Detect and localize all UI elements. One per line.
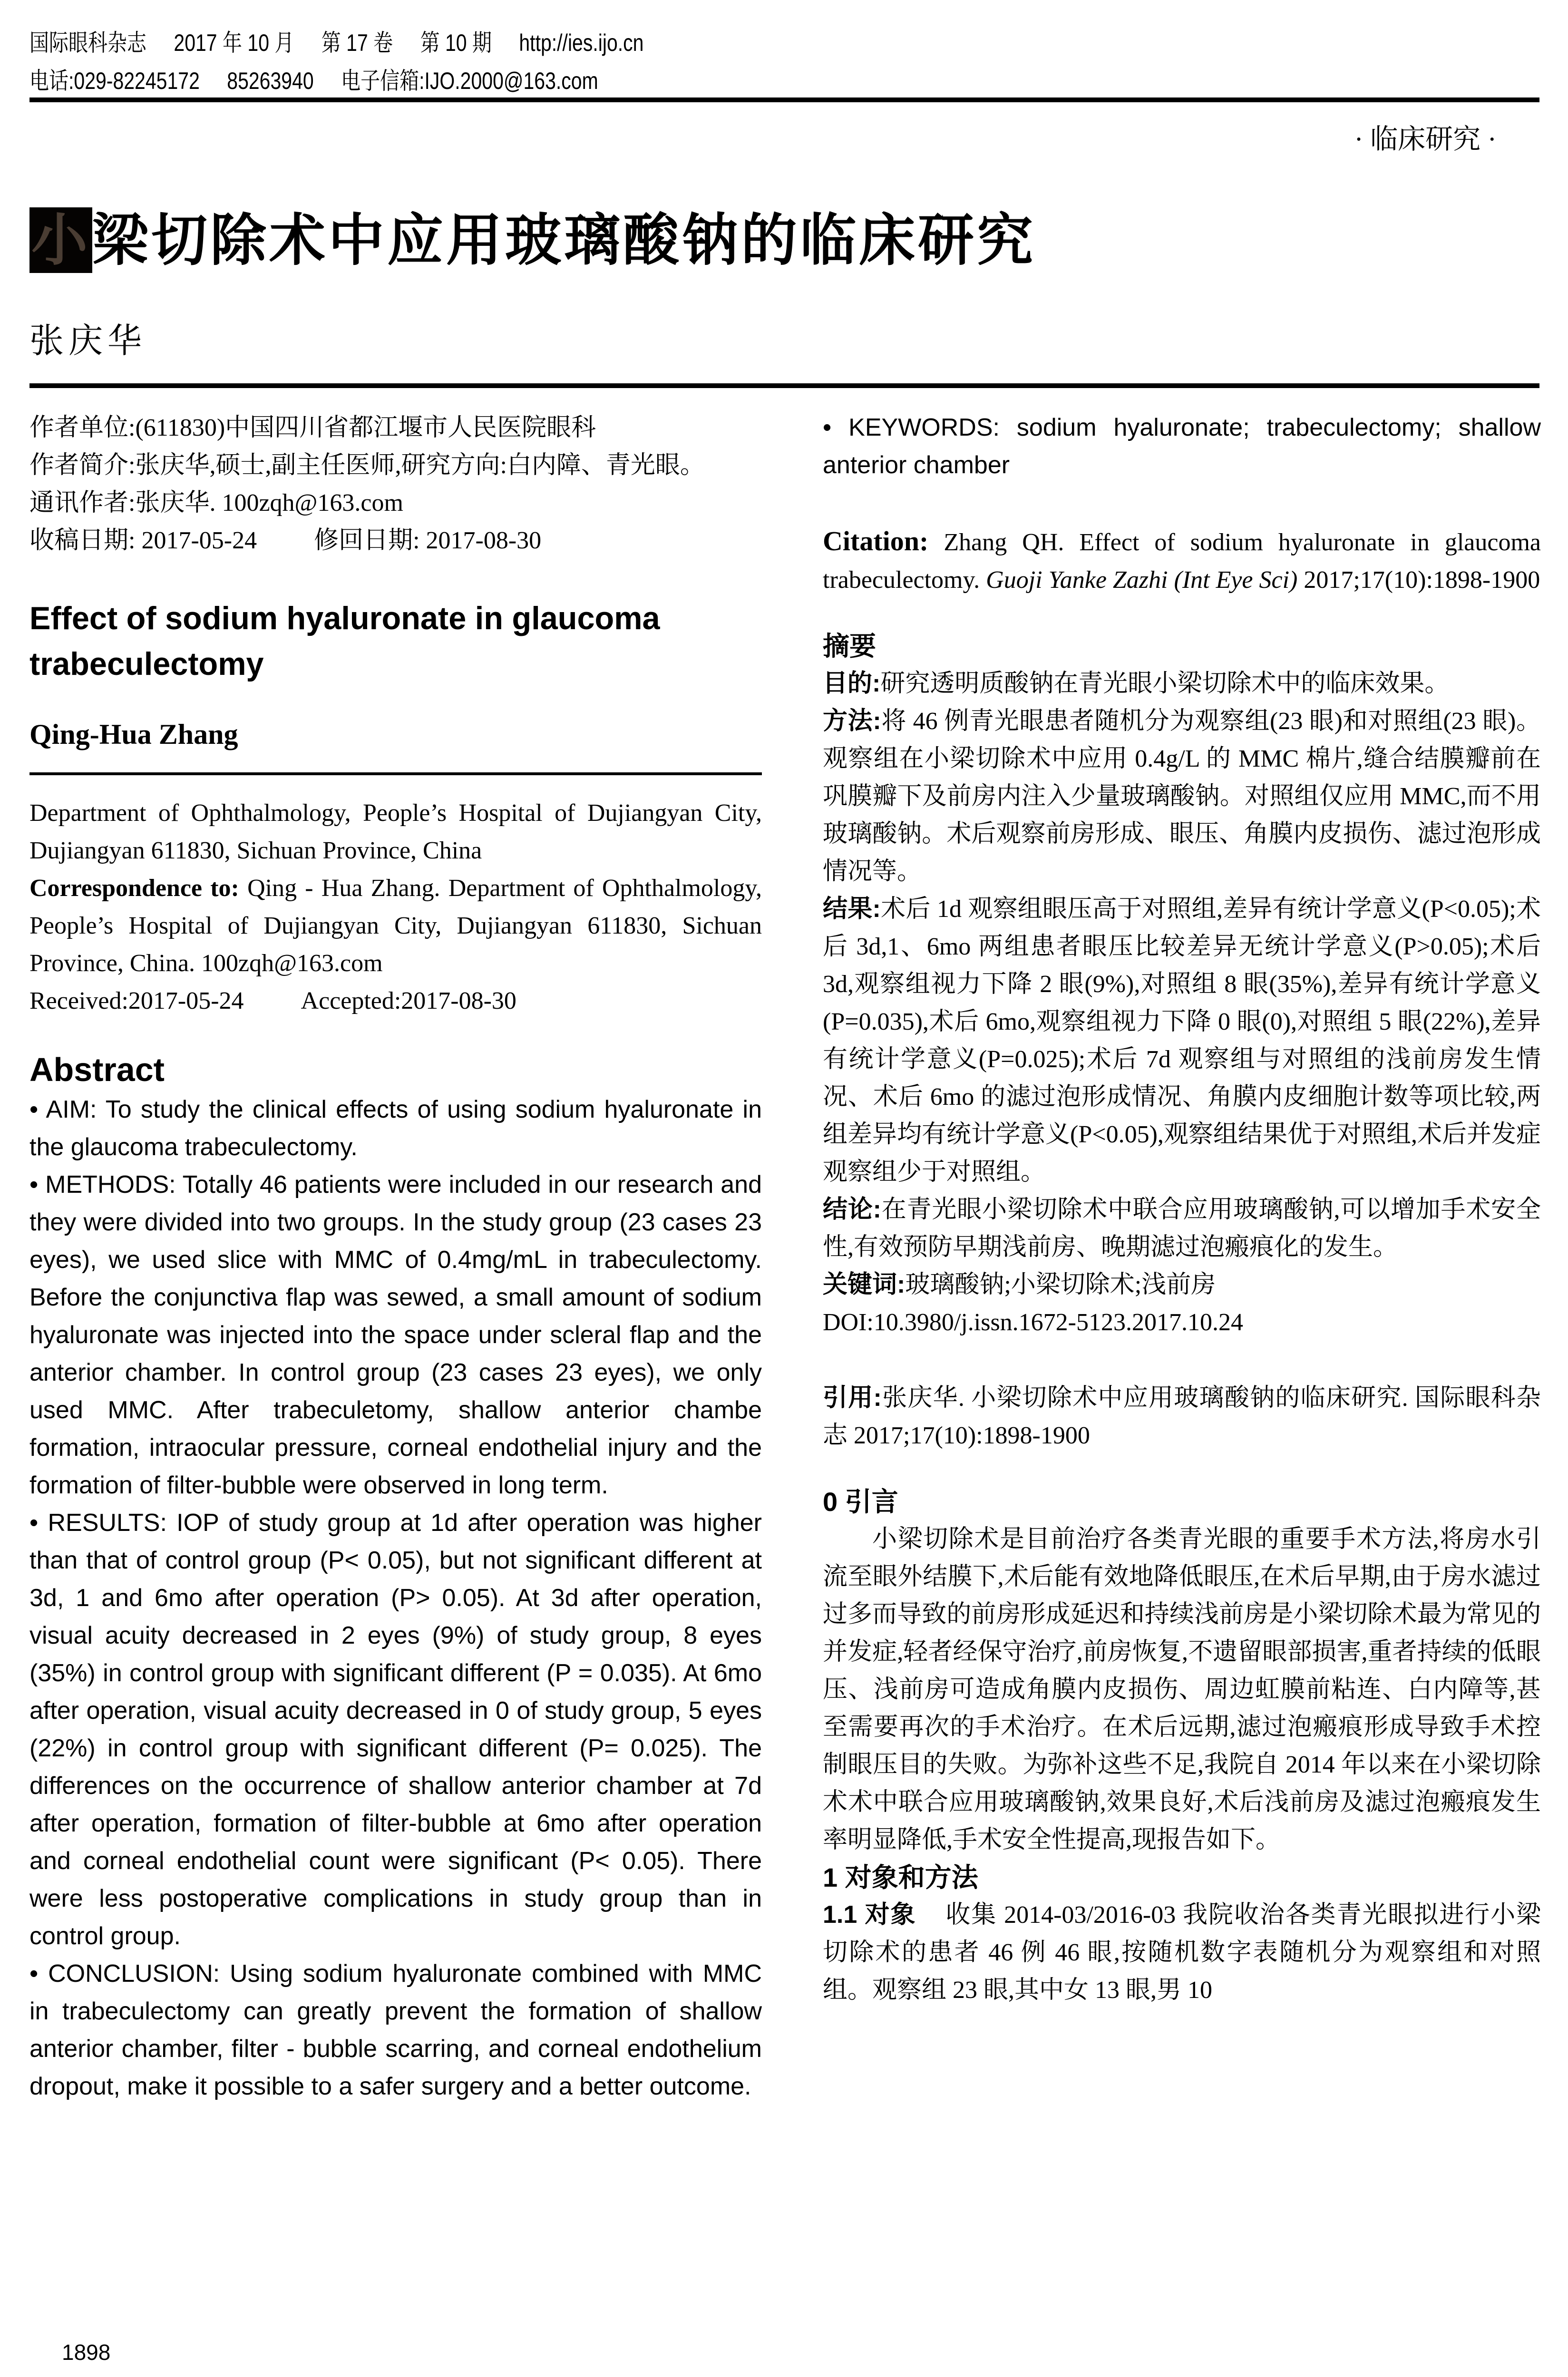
keywords-text: sodium hyaluronate; trabeculectomy; shallow anterior chamber xyxy=(823,414,1541,479)
citation-text-1: Zhang QH. Effect of sodium hyaluronate in glaucoma trabeculectomy. xyxy=(823,529,1541,594)
subjects-text: 收集 2014-03/2016-03 我院收治各类青光眼拟进行小梁切除术的患者 46 例 46 眼,按随机数字表随机分为观察组和对照组。观察组 23 眼,其中女 13 眼,男 10 xyxy=(823,1901,1541,2004)
abstract-cn-heading: 摘要 xyxy=(823,631,876,661)
citation-cn xyxy=(823,1379,1541,1454)
section-tag: · 临床研究 · xyxy=(1354,124,1497,155)
right-column xyxy=(823,409,1541,2009)
page-number: 1898 xyxy=(62,2340,111,2365)
methods-cn-label: 方法: xyxy=(823,707,881,735)
methods-text: Totally 46 patients were included in our research and they were divided into two groups. In the study group (23 cases 23 eyes), we used slice with MMC of 0.4mg/mL in trabeculectomy. Before the conjunctiva flap was sewed, a small amount of sodium hyaluronate was injected into the space under scleral flap and the anterior chamber. In control group (23 cases 23 eyes), we only used MMC. After trabeculetomy, shallow anterior chambe formation, intraocular pressure, corneal endothelial injury and the formation of filter-bubble were observed in long term. xyxy=(29,1171,762,1499)
results-cn-text: 术后 1d 观察组眼压高于对照组,差异有统计学意义(P<0.05);术后 3d,1、6mo 两组患者眼压比较差异无统计学意义(P>0.05);术后 3d,观察组视力下降 2 眼(9%),对照组 8 眼(35%),差异有统计学意义(P=0.035),术后 6mo,观察组视力下降 0 眼(0),对照组 5 眼(22%),差异有统计学意义(P=0.025);术后 7d 观察组与对照组的浅前房发生情况、术后 6mo 的滤过泡形成情况、角膜内皮细胞计数等项比较,两组差异均有统计学意义(P<0.05),观察组结果优于对照组,术后并发症观察组少于对照组。 xyxy=(823,896,1541,1186)
english-department: Department of Ophthalmology, People’s Hospital of Dujiangyan City, Dujiangyan 611830, Sichuan Province, China xyxy=(29,799,762,864)
revised-cn: 修回日期: 2017-08-30 xyxy=(314,527,542,554)
email[interactable]: 电子信箱:IJO.2000@163.com xyxy=(341,68,598,94)
author-bio: 作者简介:张庆华,硕士,副主任医师,研究方向:白内障、青光眼。 xyxy=(29,452,705,479)
aim-label: • AIM: xyxy=(29,1096,97,1123)
conclusion-cn-label: 结论: xyxy=(823,1196,881,1223)
aim-text: To study the clinical effects of using sodium hyaluronate in the glaucoma trabeculectomy. xyxy=(29,1096,762,1161)
citation-journal: Guoji Yanke Zazhi (Int Eye Sci) xyxy=(986,566,1298,594)
english-author: Qing-Hua Zhang xyxy=(29,719,238,750)
methods-cn-text: 将 46 例青光眼患者随机分为观察组(23 眼)和对照组(23 眼)。观察组在小梁切除术中应用 0.4g/L 的 MMC 棉片,缝合结膜瓣前在巩膜瓣下及前房内注入少量玻璃酸钠。对照组仅应用 MMC,而不用玻璃酸钠。术后观察前房形成、眼压、角膜内皮损伤、滤过泡形成情况等。 xyxy=(823,708,1541,885)
citation-cn-text: 张庆华. 小梁切除术中应用玻璃酸钠的临床研究. 国际眼科杂志 2017;17(10):1898-1900 xyxy=(823,1384,1541,1449)
author-meta-cn xyxy=(29,409,762,559)
phone: 电话:029-82245172 xyxy=(29,68,200,94)
results-label: • RESULTS: xyxy=(29,1509,167,1537)
correspondence-label: Correspondence to: xyxy=(29,875,239,902)
keywords-en xyxy=(823,409,1541,484)
phone-2: 85263940 xyxy=(227,68,314,94)
issue-date: 2017 年 10 月 xyxy=(174,29,294,56)
intro-heading: 0 引言 xyxy=(823,1487,898,1517)
results-cn-label: 结果: xyxy=(823,895,881,923)
conclusion-cn-text: 在青光眼小梁切除术中联合应用玻璃酸钠,可以增加手术安全性,有效预防早期浅前房、晚期滤过泡瘢痕化的发生。 xyxy=(823,1196,1541,1261)
abstract-cn-conclusion xyxy=(823,1191,1541,1266)
aim-cn-text: 研究透明质酸钠在青光眼小梁切除术中的临床效果。 xyxy=(880,670,1450,697)
issue: 第 10 期 xyxy=(420,29,492,56)
accepted-en: Accepted:2017-08-30 xyxy=(301,987,516,1014)
received-en: Received:2017-05-24 xyxy=(29,987,244,1014)
volume: 第 17 卷 xyxy=(321,29,393,56)
aim-cn-label: 目的: xyxy=(823,670,881,697)
abstract-en xyxy=(29,1091,762,2105)
english-dates xyxy=(29,982,762,1020)
author-rule xyxy=(29,772,762,775)
results-text: IOP of study group at 1d after operation was higher than that of control group (P< 0.05), but not significant different at 3d, 1 and 6mo after operation (P> 0.05). At 3d after operation, visual acuity decreased in 2 eyes (9%) of study group, 8 eyes (35%) in control group with significant different (P = 0.035). At 6mo after operation, visual acuity decreased in 0 of study group, 5 eyes (22%) in control group with significant different (P= 0.025). The differences on the occurrence of shallow anterior chamber at 7d after operation, formation of filter-bubble at 6mo after operation and corneal endothelial count were significant (P< 0.05). There were less postoperative complications in study group than in control group. xyxy=(29,1509,762,1950)
english-title: Effect of sodium hyaluronate in glaucoma trabeculectomy xyxy=(29,600,660,682)
keywords-cn-text: 玻璃酸钠;小梁切除术;浅前房 xyxy=(905,1271,1216,1298)
citation-cn-label: 引用: xyxy=(823,1384,882,1412)
journal-header-line2 xyxy=(29,67,625,95)
title-text: 梁切除术中应用玻璃酸钠的临床研究 xyxy=(92,207,1036,273)
dates-cn xyxy=(29,522,762,559)
author-name-cn: 张庆华 xyxy=(29,322,147,360)
affiliation: 作者单位:(611830)中国四川省都江堰市人民医院眼科 xyxy=(29,414,596,441)
abstract-heading: Abstract xyxy=(29,1051,165,1088)
intro-paragraph: 小梁切除术是目前治疗各类青光眼的重要手术方法,将房水引流至眼外结膜下,术后能有效地降低眼压,在术后早期,由于房水滤过过多而导致的前房形成延迟和持续浅前房是小梁切除术最为常见的并发症,轻者经保守治疗,前房恢复,不遗留眼部损害,重者持续的低眼压、浅前房可造成角膜内皮损伤、周边虹膜前粘连、白内障等,甚至需要再次的手术治疗。在术后远期,滤过泡瘢痕形成导致手术控制眼压目的失败。为弥补这些不足,我院自 2014 年以来在小梁切除术术中联合应用玻璃酸钠,效果良好,术后浅前房及滤过泡瘢痕发生率明显降低,手术安全性提高,现报告如下。 xyxy=(823,1526,1541,1853)
doi[interactable]: DOI:10.3980/j.issn.1672-5123.2017.10.24 xyxy=(823,1309,1243,1336)
abstract-methods xyxy=(29,1166,762,1504)
abstract-cn-results xyxy=(823,890,1541,1191)
methods-label: • METHODS: xyxy=(29,1171,176,1198)
keywords-label: • KEYWORDS: xyxy=(823,414,1000,441)
journal-header-line1 xyxy=(29,29,671,57)
article-title xyxy=(29,205,1036,276)
subjects-paragraph xyxy=(823,1896,1541,2009)
abstract-cn-aim xyxy=(823,665,1541,702)
abstract-aim xyxy=(29,1091,762,1166)
keywords-cn xyxy=(823,1266,1541,1304)
header-rule xyxy=(29,97,1539,102)
citation-en xyxy=(823,522,1541,599)
conclusion-label: • CONCLUSION: xyxy=(29,1960,220,1987)
journal-url[interactable]: http://ies.ijo.cn xyxy=(519,29,644,56)
title-highlight-char: 小 xyxy=(29,207,92,273)
title-rule xyxy=(29,383,1539,388)
methods-heading: 1 对象和方法 xyxy=(823,1862,978,1892)
english-correspondence xyxy=(29,869,762,982)
journal-name: 国际眼科杂志 xyxy=(29,29,146,56)
subjects-label: 1.1 对象 xyxy=(823,1901,916,1929)
left-column xyxy=(29,409,762,2105)
citation-label: Citation: xyxy=(823,526,929,556)
correspondence-cn: 通讯作者:张庆华. 100zqh@163.com xyxy=(29,489,403,516)
abstract-cn-methods xyxy=(823,702,1541,890)
conclusion-text: Using sodium hyaluronate combined with MMC in trabeculectomy can greatly prevent the formation of shallow anterior chamber, filter - bubble scarring, and corneal endothelium dropout, make it possible to a safer surgery and a better outcome. xyxy=(29,1960,762,2100)
received-cn: 收稿日期: 2017-05-24 xyxy=(29,527,257,554)
correspondence-text: Qing - Hua Zhang. Department of Ophthalmology, People’s Hospital of Dujiangyan City, Dujiangyan 611830, Sichuan Province, China. 100zqh@163.com xyxy=(29,875,762,977)
citation-text-2: 2017;17(10):1898-1900 xyxy=(1297,566,1540,594)
abstract-results xyxy=(29,1504,762,1955)
keywords-cn-label: 关键词: xyxy=(823,1271,906,1298)
abstract-conclusion xyxy=(29,1955,762,2105)
